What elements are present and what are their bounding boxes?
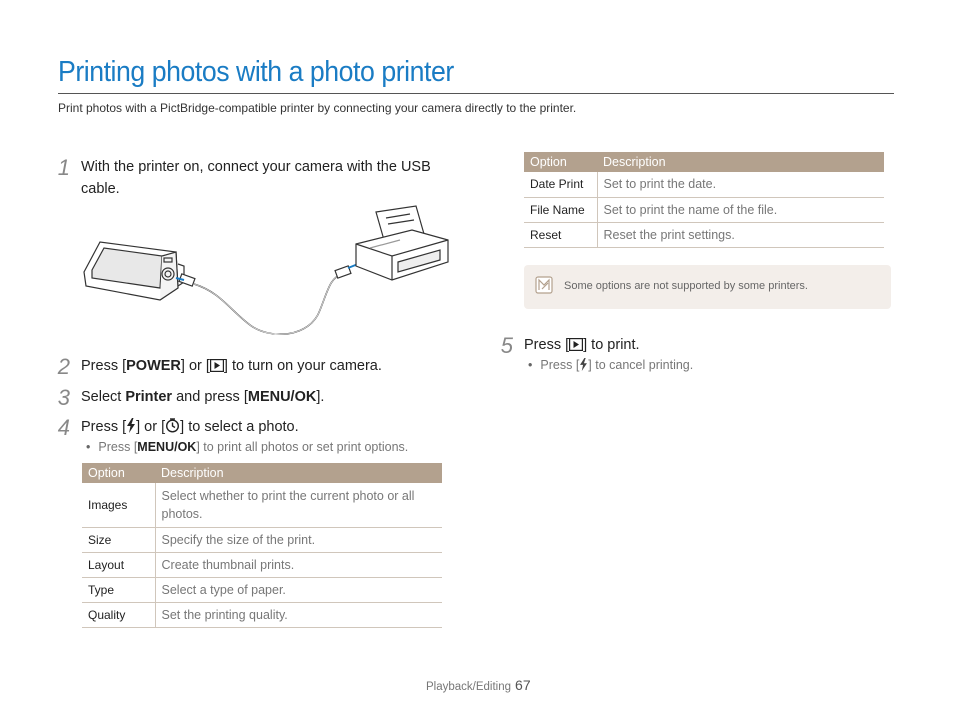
note-text: Some options are not supported by some printers. — [564, 280, 808, 292]
col-header-description: Description — [155, 463, 442, 483]
usb-cable — [194, 274, 342, 334]
step-3-middle: and press [ — [172, 389, 248, 405]
note-pen-icon — [535, 276, 553, 294]
page-footer — [426, 677, 531, 693]
table-row — [524, 222, 884, 247]
step-1-number: 1 — [57, 155, 70, 180]
option-date-print: Date Print — [524, 172, 597, 197]
playback-icon — [210, 357, 224, 379]
self-timer-icon — [165, 418, 180, 440]
step-3-prefix: Select — [81, 389, 126, 405]
step-1-text: With the printer on, connect your camera with the USB cable. — [81, 159, 431, 197]
col-header-description: Description — [597, 152, 884, 172]
option-description: Select a type of paper. — [155, 578, 442, 603]
option-description: Set to print the date. — [597, 172, 884, 197]
step-4-prefix: Press [ — [81, 419, 127, 435]
page-number: 67 — [515, 677, 531, 693]
intro-text: Print photos with a PictBridge-compatible printer by connecting your camera directly to the printer. — [58, 101, 577, 115]
option-description: Set to print the name of the file. — [597, 197, 884, 222]
step-5-suffix: ] to print. — [583, 337, 640, 353]
step-5-bullet: • Press [ ] to cancel printing. — [528, 358, 694, 372]
step-4-suffix: ] to select a photo. — [180, 419, 299, 435]
step-4-text — [81, 416, 299, 440]
playback-icon — [569, 336, 583, 358]
flash-icon — [126, 418, 136, 440]
step-4-bullet: • Press [MENU/OK] to print all photos or set print options. — [86, 440, 409, 454]
option-size: Size — [82, 528, 155, 553]
flash-icon — [579, 358, 588, 374]
step-3-text — [81, 386, 324, 408]
option-description: Set the printing quality. — [155, 603, 442, 628]
step-4-bullet-suffix: ] to print all photos or set print options. — [196, 440, 409, 454]
option-layout: Layout — [82, 553, 155, 578]
option-reset: Reset — [524, 222, 597, 247]
option-file-name: File Name — [524, 197, 597, 222]
step-2-text — [81, 355, 382, 379]
step-5-prefix: Press [ — [524, 337, 570, 353]
step-4-bullet-prefix: Press [ — [98, 440, 138, 454]
step-3-suffix: ]. — [316, 389, 325, 405]
option-description: Select whether to print the current photo or all photos. — [155, 483, 442, 528]
camera-illustration — [84, 242, 184, 300]
table-row — [82, 578, 442, 603]
camera-printer-illustration — [80, 200, 450, 345]
printer-illustration — [356, 206, 448, 280]
col-header-option: Option — [82, 463, 155, 483]
step-5-number: 5 — [500, 333, 513, 358]
option-description: Specify the size of the print. — [155, 528, 442, 553]
step-4-middle: ] or [ — [136, 419, 166, 435]
page-title: Printing photos with a photo printer — [58, 56, 454, 88]
table-row — [524, 172, 884, 197]
table-row — [524, 197, 884, 222]
step-5-bullet-suffix: ] to cancel printing. — [588, 358, 694, 372]
step-5-text — [524, 334, 640, 358]
option-type: Type — [82, 578, 155, 603]
table-row — [82, 603, 442, 628]
print-settings-table — [524, 152, 884, 248]
step-2-suffix: ] to turn on your camera. — [223, 358, 382, 374]
step-3-number: 3 — [57, 385, 70, 410]
step-2-middle: ] or [ — [180, 358, 210, 374]
option-description: Reset the print settings. — [597, 222, 884, 247]
col-header-option: Option — [524, 152, 597, 172]
table-row — [82, 483, 442, 528]
title-divider — [58, 93, 894, 94]
power-key-label: POWER — [126, 358, 181, 374]
menu-ok-key-label: MENU/OK — [247, 389, 317, 405]
step-2-number: 2 — [57, 354, 70, 379]
step-4-number: 4 — [57, 415, 70, 440]
option-description: Create thumbnail prints. — [155, 553, 442, 578]
menu-ok-bullet-key: MENU/OK — [137, 440, 197, 454]
option-quality: Quality — [82, 603, 155, 628]
table-row — [82, 553, 442, 578]
print-options-table — [82, 463, 442, 628]
option-images: Images — [82, 483, 155, 528]
printer-menu-label: Printer — [125, 389, 173, 405]
step-5-bullet-prefix: Press [ — [540, 358, 580, 372]
footer-section: Playback/Editing — [426, 681, 512, 693]
step-2-prefix: Press [ — [81, 358, 127, 374]
table-row — [82, 528, 442, 553]
